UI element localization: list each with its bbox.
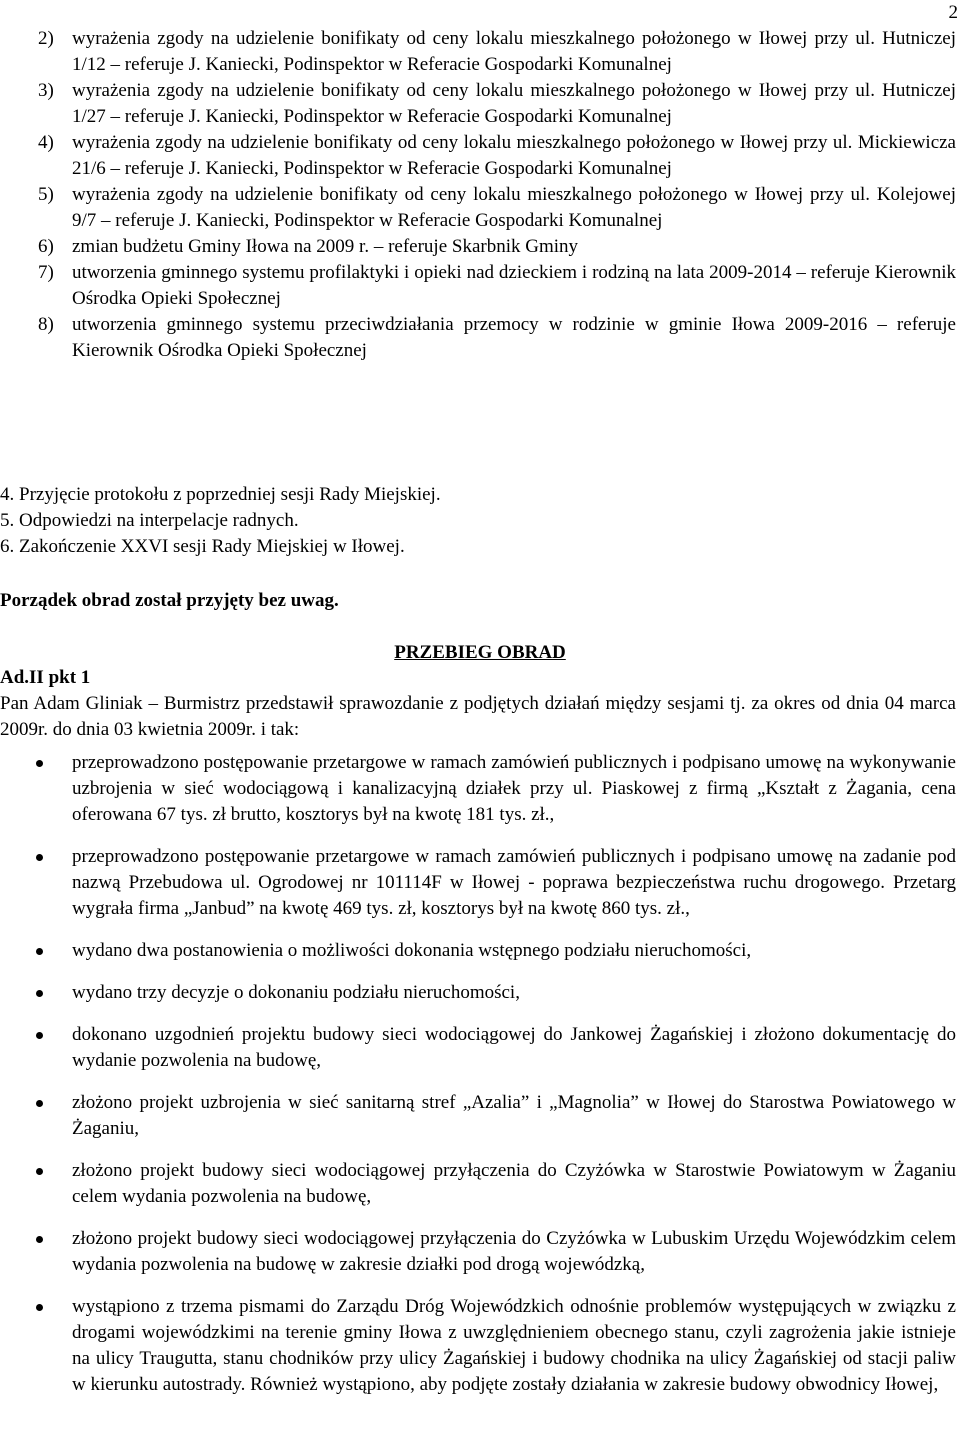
agenda-item-number: 8) (38, 314, 54, 335)
report-intro: Pan Adam Gliniak – Burmistrz przedstawił sprawozdanie z podjętych działań między sesjami tj. za okres od dnia 04 marca 2009r. do dnia 03 kwietnia 2009r. i tak: (0, 693, 956, 740)
agenda-item-text: wyrażenia zgody na udzielenie bonifikaty od ceny lokalu mieszkalnego położonego w Iłowej przy ul. Mickiewicza 21/6 – referuje J. Kaniecki, Podinspektor w Referacie Gospodarki Komunalnej (72, 132, 956, 179)
list-item-text: złożono projekt uzbrojenia w sieć sanitarną stref „Azalia” i „Magnolia” w Iłowej do Starostwa Powiatowego w Żaganiu, (72, 1092, 956, 1139)
list-item (0, 938, 960, 964)
list-item (0, 750, 960, 828)
agenda-item (38, 182, 956, 234)
agenda-item (38, 234, 956, 260)
list-item-text: wystąpiono z trzema pismami do Zarządu Dróg Wojewódzkich odnośnie problemów występujących w związku z drogami wojewódzkimi na terenie gminy Iłowa z uwzględnieniem obecnego stanu, czyli zagrożenia jakie istnieje na ulicy Traugutta, stanu chodników przy ulicy Żagańskiej i budowy chodnika na ulicy Żagańskiej od stacji paliw w kierunku autostrady. Również wystąpiono, aby podjęte zostały działania w zakresie budowy obwodnicy Iłowej, (72, 1296, 956, 1395)
closing-point: 4. Przyjęcie protokołu z poprzedniej sesji Rady Miejskiej. (0, 484, 441, 505)
agenda-item-text: utworzenia gminnego systemu przeciwdziałania przemocy w rodzinie w gminie Iłowa 2009-2016 – referuje Kierownik Ośrodka Opieki Społecznej (72, 314, 956, 361)
bullet-icon (36, 854, 43, 861)
closing-point: 6. Zakończenie XXVI sesji Rady Miejskiej w Iłowej. (0, 536, 405, 557)
bullet-icon (36, 1100, 43, 1107)
list-item-text: wydano dwa postanowienia o możliwości dokonania wstępnego podziału nieruchomości, (72, 940, 752, 961)
agenda-item-number: 4) (38, 132, 54, 153)
item-label: Ad.II pkt 1 (0, 667, 91, 688)
list-item (0, 844, 960, 922)
agenda-item-text: wyrażenia zgody na udzielenie bonifikaty od ceny lokalu mieszkalnego położonego w Iłowej przy ul. Kolejowej 9/7 – referuje J. Kaniecki, Podinspektor w Referacie Gospodarki Komunalnej (72, 184, 956, 231)
agenda-list (38, 26, 956, 364)
list-item-text: przeprowadzono postępowanie przetargowe w ramach zamówień publicznych i podpisano umowę na zadanie pod nazwą Przebudowa ul. Ogrodowej nr 101114F w Iłowej - poprawa bezpieczeństwa ruchu drogowego. Przetarg wygrała firma „Janbud” na kwotę 469 tys. zł, kosztorys był na kwotę 860 tys. zł., (72, 846, 956, 919)
section-title (0, 640, 960, 666)
list-item (0, 1294, 960, 1398)
bullet-icon (36, 1304, 43, 1311)
agenda-item (38, 260, 956, 312)
agenda-item-number: 7) (38, 262, 54, 283)
agenda-item-number: 2) (38, 28, 54, 49)
list-item (0, 1226, 960, 1278)
page-number: 2 (948, 2, 958, 23)
agenda-item-text: zmian budżetu Gminy Iłowa na 2009 r. – referuje Skarbnik Gminy (72, 236, 579, 257)
list-item (0, 1158, 960, 1210)
closing-points (0, 482, 956, 560)
closing-point: 5. Odpowiedzi na interpelacje radnych. (0, 510, 299, 531)
bullet-icon (36, 1168, 43, 1175)
list-item (0, 980, 960, 1006)
section-title-text: PRZEBIEG OBRAD (394, 642, 566, 663)
list-item-text: dokonano uzgodnień projektu budowy sieci wodociągowej do Jankowej Żagańskiej i złożono dokumentację do wydanie pozwolenia na budowę, (72, 1024, 956, 1071)
bullet-icon (36, 760, 43, 767)
bullet-icon (36, 990, 43, 997)
agenda-item-text: utworzenia gminnego systemu profilaktyki i opieki nad dzieckiem i rodziną na lata 2009-2014 – referuje Kierownik Ośrodka Opieki Społecznej (72, 262, 956, 309)
agenda-item-number: 5) (38, 184, 54, 205)
agenda-item-text: wyrażenia zgody na udzielenie bonifikaty od ceny lokalu mieszkalnego położonego w Iłowej przy ul. Hutniczej 1/12 – referuje J. Kaniecki, Podinspektor w Referacie Gospodarki Komunalnej (72, 28, 956, 75)
list-item-text: złożono projekt budowy sieci wodociągowej przyłączenia do Czyżówka w Lubuskim Urzędu Wojewódzkim celem wydania pozwolenia na budowę w zakresie działki pod drogą wojewódzką, (72, 1228, 956, 1275)
bullet-icon (36, 948, 43, 955)
list-item (0, 1090, 960, 1142)
list-item (0, 1022, 960, 1074)
list-item-text: przeprowadzono postępowanie przetargowe w ramach zamówień publicznych i podpisano umowę na wykonywanie uzbrojenia w sieć wodociągową i kanalizacyjną działek przy ul. Piaskowej z firmą „Kształt z Żagania, cena oferowana 67 tys. zł brutto, kosztorys był na kwotę 181 tys. zł., (72, 752, 956, 825)
bullet-icon (36, 1236, 43, 1243)
report-bullet-list (0, 750, 960, 1414)
agenda-item (38, 130, 956, 182)
list-item-text: wydano trzy decyzje o dokonaniu podziału nieruchomości, (72, 982, 520, 1003)
bullet-icon (36, 1032, 43, 1039)
agenda-item-text: wyrażenia zgody na udzielenie bonifikaty od ceny lokalu mieszkalnego położonego w Iłowej przy ul. Hutniczej 1/27 – referuje J. Kaniecki, Podinspektor w Referacie Gospodarki Komunalnej (72, 80, 956, 127)
list-item-text: złożono projekt budowy sieci wodociągowej przyłączenia do Czyżówka w Starostwie Powiatowym w Żaganiu celem wydania pozwolenia na budowę, (72, 1160, 956, 1207)
agenda-accepted-note: Porządek obrad został przyjęty bez uwag. (0, 590, 339, 611)
agenda-item-number: 3) (38, 80, 54, 101)
agenda-item-number: 6) (38, 236, 54, 257)
agenda-item (38, 312, 956, 364)
agenda-item (38, 26, 956, 78)
agenda-item (38, 78, 956, 130)
